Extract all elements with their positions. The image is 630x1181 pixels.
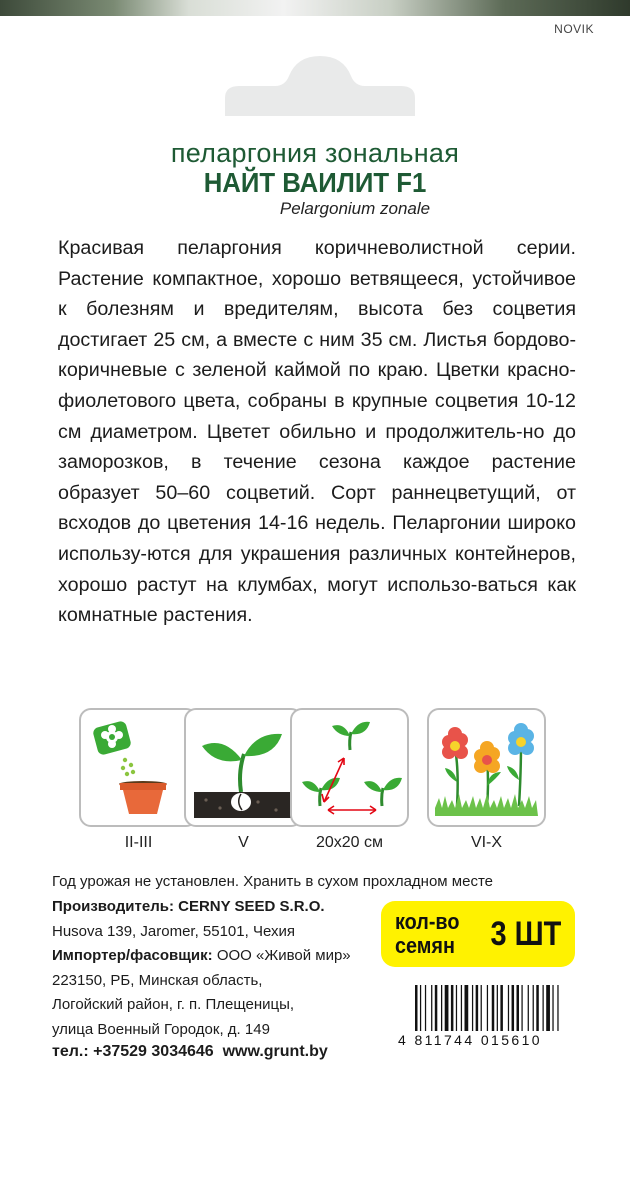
sowing-card bbox=[79, 708, 198, 851]
barcode-bar bbox=[487, 985, 488, 1031]
barcode-bar bbox=[512, 985, 515, 1031]
sprout-left bbox=[302, 778, 340, 806]
planting-spacing-icon bbox=[292, 710, 407, 825]
address-line-1: 223150, РБ, Минская область, bbox=[52, 972, 263, 989]
seed-count-value: 3 ШТ bbox=[490, 915, 561, 953]
contacts: тел.: +37529 3034646 www.grunt.by bbox=[52, 1043, 328, 1060]
spacing-label: 20x20 см bbox=[315, 834, 384, 851]
product-subtitle: пеларгония зональная bbox=[170, 138, 460, 168]
barcode-bar bbox=[557, 985, 558, 1031]
product-description: Красивая пеларгония коричневолистной серии. Растение компактное, хорошо ветвящееся, устойчивое к болезням и вредителям, высота без соцветия достигает 25 см, а вместе с ним 35 см. Листья бордово-коричневые с зеленой каймой по краю. Цветки красно-фиолетового цвета, собраны в крупные соцветия 10-12 см диаметром. Цветет обильно и продолжитель-но до заморозков, в течение сезона каждое растение образует 50–60 соцветий. Сорт раннецветущий, от всходов до цветения 14-16 недель. Пеларгонии широко использу-ются для украшения различных контейнеров, хорошо растут на клумбах, могут использо-ваться как комнатные растения. bbox=[58, 237, 576, 627]
barcode-bar bbox=[492, 985, 495, 1031]
seed-count-badge bbox=[381, 901, 575, 967]
barcode-bar bbox=[481, 985, 482, 1031]
seedling-label: V bbox=[238, 834, 249, 851]
latin-name: Pelargonium zonale bbox=[279, 199, 431, 218]
title-block bbox=[0, 138, 630, 220]
producer-address: Husova 139, Jaromer, 55101, Чехия bbox=[52, 923, 295, 940]
address-line-3: улица Военный Городок, д. 149 bbox=[52, 1021, 270, 1038]
storage-note: Год урожая не установлен. Хранить в сухом прохладном месте bbox=[52, 873, 493, 890]
barcode-bar bbox=[461, 985, 462, 1031]
hang-hole-tab bbox=[225, 56, 415, 116]
address-line-2: Логойский район, г. п. Плещеницы, bbox=[52, 996, 295, 1013]
seed-count-label bbox=[395, 910, 459, 958]
barcode-bar bbox=[441, 985, 442, 1031]
barcode-bar bbox=[552, 985, 553, 1031]
top-photo-strip bbox=[0, 0, 630, 16]
barcode-bar bbox=[451, 985, 454, 1031]
barcode-bar bbox=[521, 985, 522, 1031]
barcode-bar bbox=[528, 985, 529, 1031]
barcode-bar bbox=[536, 985, 539, 1031]
barcode-bar bbox=[465, 985, 469, 1031]
sprout-top bbox=[332, 722, 370, 750]
barcode-bar bbox=[543, 985, 544, 1031]
sprout-right bbox=[364, 778, 402, 806]
seed-sowing-pot-icon bbox=[81, 710, 196, 825]
sowing-label: II-III bbox=[124, 834, 153, 851]
barcode-bar bbox=[431, 985, 432, 1031]
flowers-card bbox=[427, 708, 546, 851]
producer: Производитель: CERNY SEED S.R.O. bbox=[52, 898, 325, 915]
flowers-bloom-icon bbox=[429, 710, 544, 825]
barcode-bar bbox=[420, 985, 421, 1031]
seed-label-line-1: кол-во bbox=[395, 909, 460, 934]
spacing-card bbox=[290, 708, 409, 851]
barcode-bar bbox=[472, 985, 473, 1031]
barcode-bar bbox=[517, 985, 520, 1031]
barcode-bar bbox=[435, 985, 438, 1031]
importer bbox=[52, 947, 351, 964]
brand-name: NOVIK bbox=[554, 22, 594, 36]
barcode-bar bbox=[546, 985, 550, 1031]
barcode-bar bbox=[497, 985, 498, 1031]
barcode-bar bbox=[533, 985, 534, 1031]
barcode-bar bbox=[415, 985, 418, 1031]
seedling-card bbox=[184, 708, 303, 851]
barcode-bar bbox=[508, 985, 509, 1031]
importer-label: Импортер/фасовщик: bbox=[52, 947, 213, 964]
barcode-bar bbox=[500, 985, 503, 1031]
barcode-number: 4 811744 015610 bbox=[398, 1032, 542, 1048]
seed-label-line-2: семян bbox=[395, 933, 455, 958]
product-title: НАЙТ ВАИЛИТ F1 bbox=[203, 167, 427, 198]
barcode-bar bbox=[445, 985, 449, 1031]
barcode-bar bbox=[425, 985, 426, 1031]
seedling-soil-icon bbox=[186, 710, 301, 825]
flowers-label: VI-X bbox=[470, 834, 503, 851]
barcode-bar bbox=[476, 985, 479, 1031]
barcode-bar bbox=[456, 985, 457, 1031]
importer-name: ООО «Живой мир» bbox=[212, 947, 351, 964]
